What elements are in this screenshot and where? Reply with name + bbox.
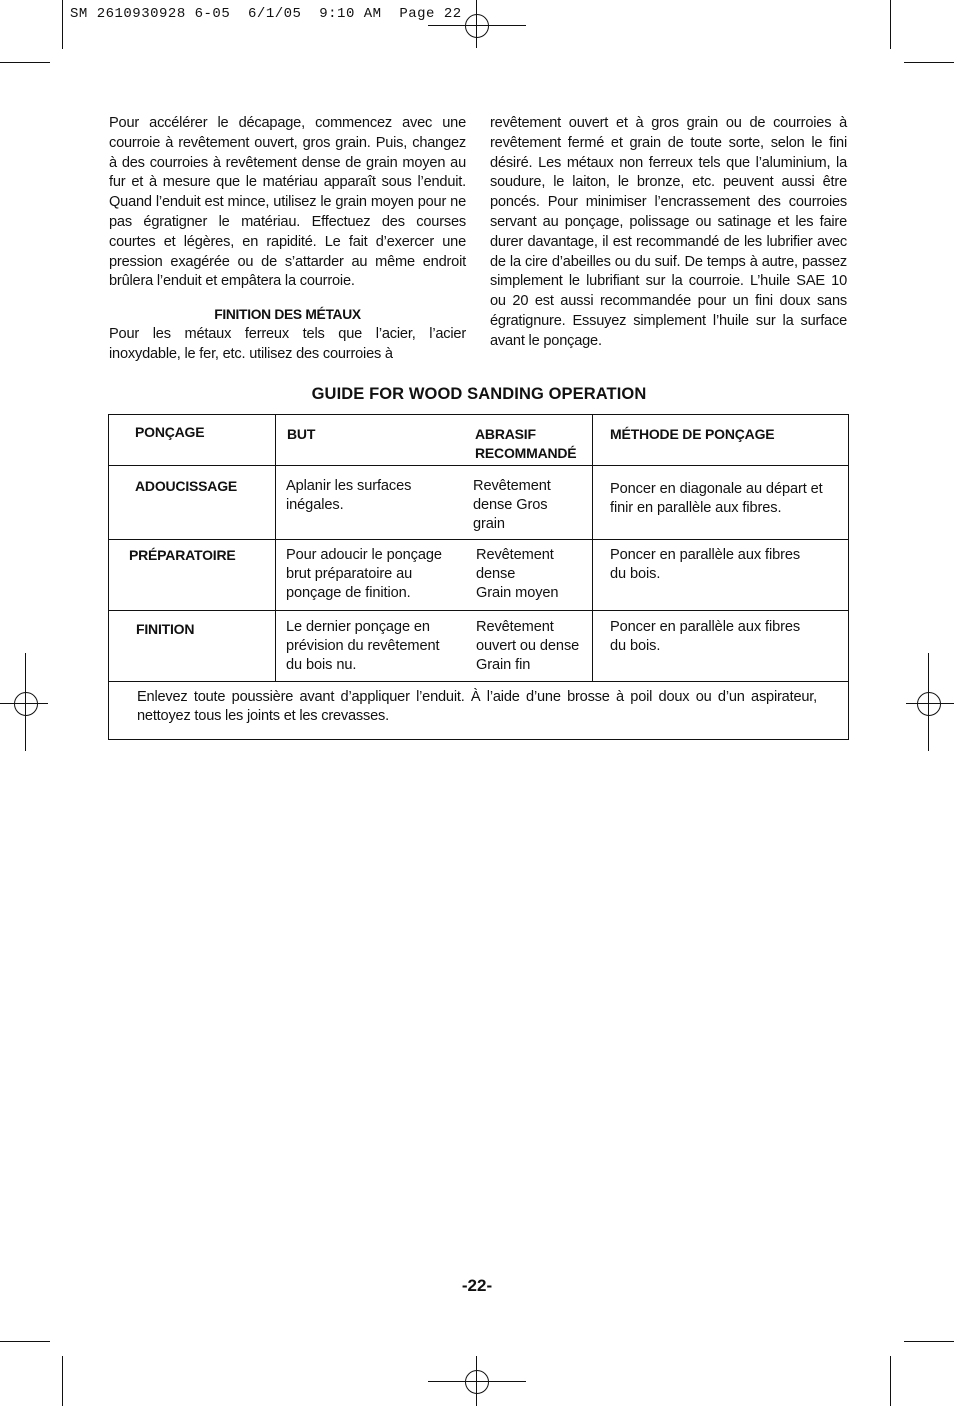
print-slug: SM 2610930928 6-05 6/1/05 9:10 AM Page 22 xyxy=(70,6,462,22)
crop-mark xyxy=(904,1341,954,1342)
body-paragraph: Pour accélérer le décapage, commencez avec une courroie à revêtement ouvert, gros grain. Puis, changez à des courroies à revêtement dense de grain moyen au fur et à mesure que le matériau apparaît sous l’enduit. Quand l’enduit est mince, utilisez le grain moyen pour ne pas égratigner le matériau. Effectuez des courses courtes et légères, en rapidité. Le fait d’exercer une pression exagérée ou de s’attarder au même endroit brûlera l’enduit et empâtera la courroie. xyxy=(109,115,466,290)
sanding-guide-table xyxy=(108,414,849,740)
row-methode: Poncer en diagonale au départ et finir en parallèle aux fibres. xyxy=(610,481,823,516)
row-name-adoucissage: ADOUCISSAGE xyxy=(135,478,238,494)
crop-mark xyxy=(0,1341,50,1342)
guide-title: GUIDE FOR WOOD SANDING OPERATION xyxy=(311,385,647,403)
page-number: -22- xyxy=(461,1276,493,1295)
row-methode: Poncer en parallèle aux fibres du bois. xyxy=(610,547,801,582)
table-note: Enlevez toute poussière avant d’appliquer l’enduit. À l’aide d’une brosse à poil doux ou d’un aspirateur, nettoyez tous les joints et les crevasses. xyxy=(137,689,817,724)
crop-mark xyxy=(890,0,891,49)
section-heading: FINITION DES MÉTAUX xyxy=(214,307,361,323)
crop-mark xyxy=(62,1356,63,1406)
crop-mark xyxy=(62,0,63,49)
row-abrasif: Revêtement ouvert ou dense Grain fin xyxy=(476,619,580,673)
header-methode: MÉTHODE DE PONÇAGE xyxy=(610,426,775,442)
row-abrasif: Revêtement dense Gros grain xyxy=(473,478,551,532)
row-but: Aplanir les surfaces inégales. xyxy=(286,478,412,513)
row-but: Pour adoucir le ponçage brut préparatoire au ponçage de finition. xyxy=(286,547,442,601)
left-column xyxy=(109,114,466,365)
body-paragraph: revêtement ouvert et à gros grain ou de courroies à revêtement fermé et grain de toute sorte, selon le fini désiré. Les métaux non ferreux tels que l’aluminium, la soudure, le laiton, le bronze, etc. peuvent aussi être poncés. Pour minimiser l’encrassement des courroies servant au ponçage, polissage ou satinage et les faire durer davantage, il est recommandé de les lubrifier avec de la cire d’abeilles ou du suif. De temps à autre, passez simplement le lubrifiant sur la courroie. L’huile SAE 10 ou 20 est aussi recommandée pour un fini doux sans égratignure. Essuyez simplement l’huile sur la surface avant le ponçage. xyxy=(490,115,847,349)
header-poncage: PONÇAGE xyxy=(135,424,205,440)
right-column xyxy=(490,114,847,352)
row-but: Le dernier ponçage en prévision du revêtement du bois nu. xyxy=(286,619,440,673)
header-abrasif: ABRASIF RECOMMANDÉ xyxy=(475,426,577,461)
crop-mark xyxy=(904,62,954,63)
row-name-finition: FINITION xyxy=(136,621,195,637)
crop-mark xyxy=(890,1356,891,1406)
row-name-preparatoire: PRÉPARATOIRE xyxy=(129,547,236,563)
row-methode: Poncer en parallèle aux fibres du bois. xyxy=(610,619,801,654)
header-but: BUT xyxy=(287,426,316,442)
crop-mark xyxy=(0,62,50,63)
row-abrasif: Revêtement dense Grain moyen xyxy=(476,547,559,601)
body-paragraph: Pour les métaux ferreux tels que l’acier, l’acier inoxydable, le fer, etc. utilisez des courroies à xyxy=(109,325,466,362)
